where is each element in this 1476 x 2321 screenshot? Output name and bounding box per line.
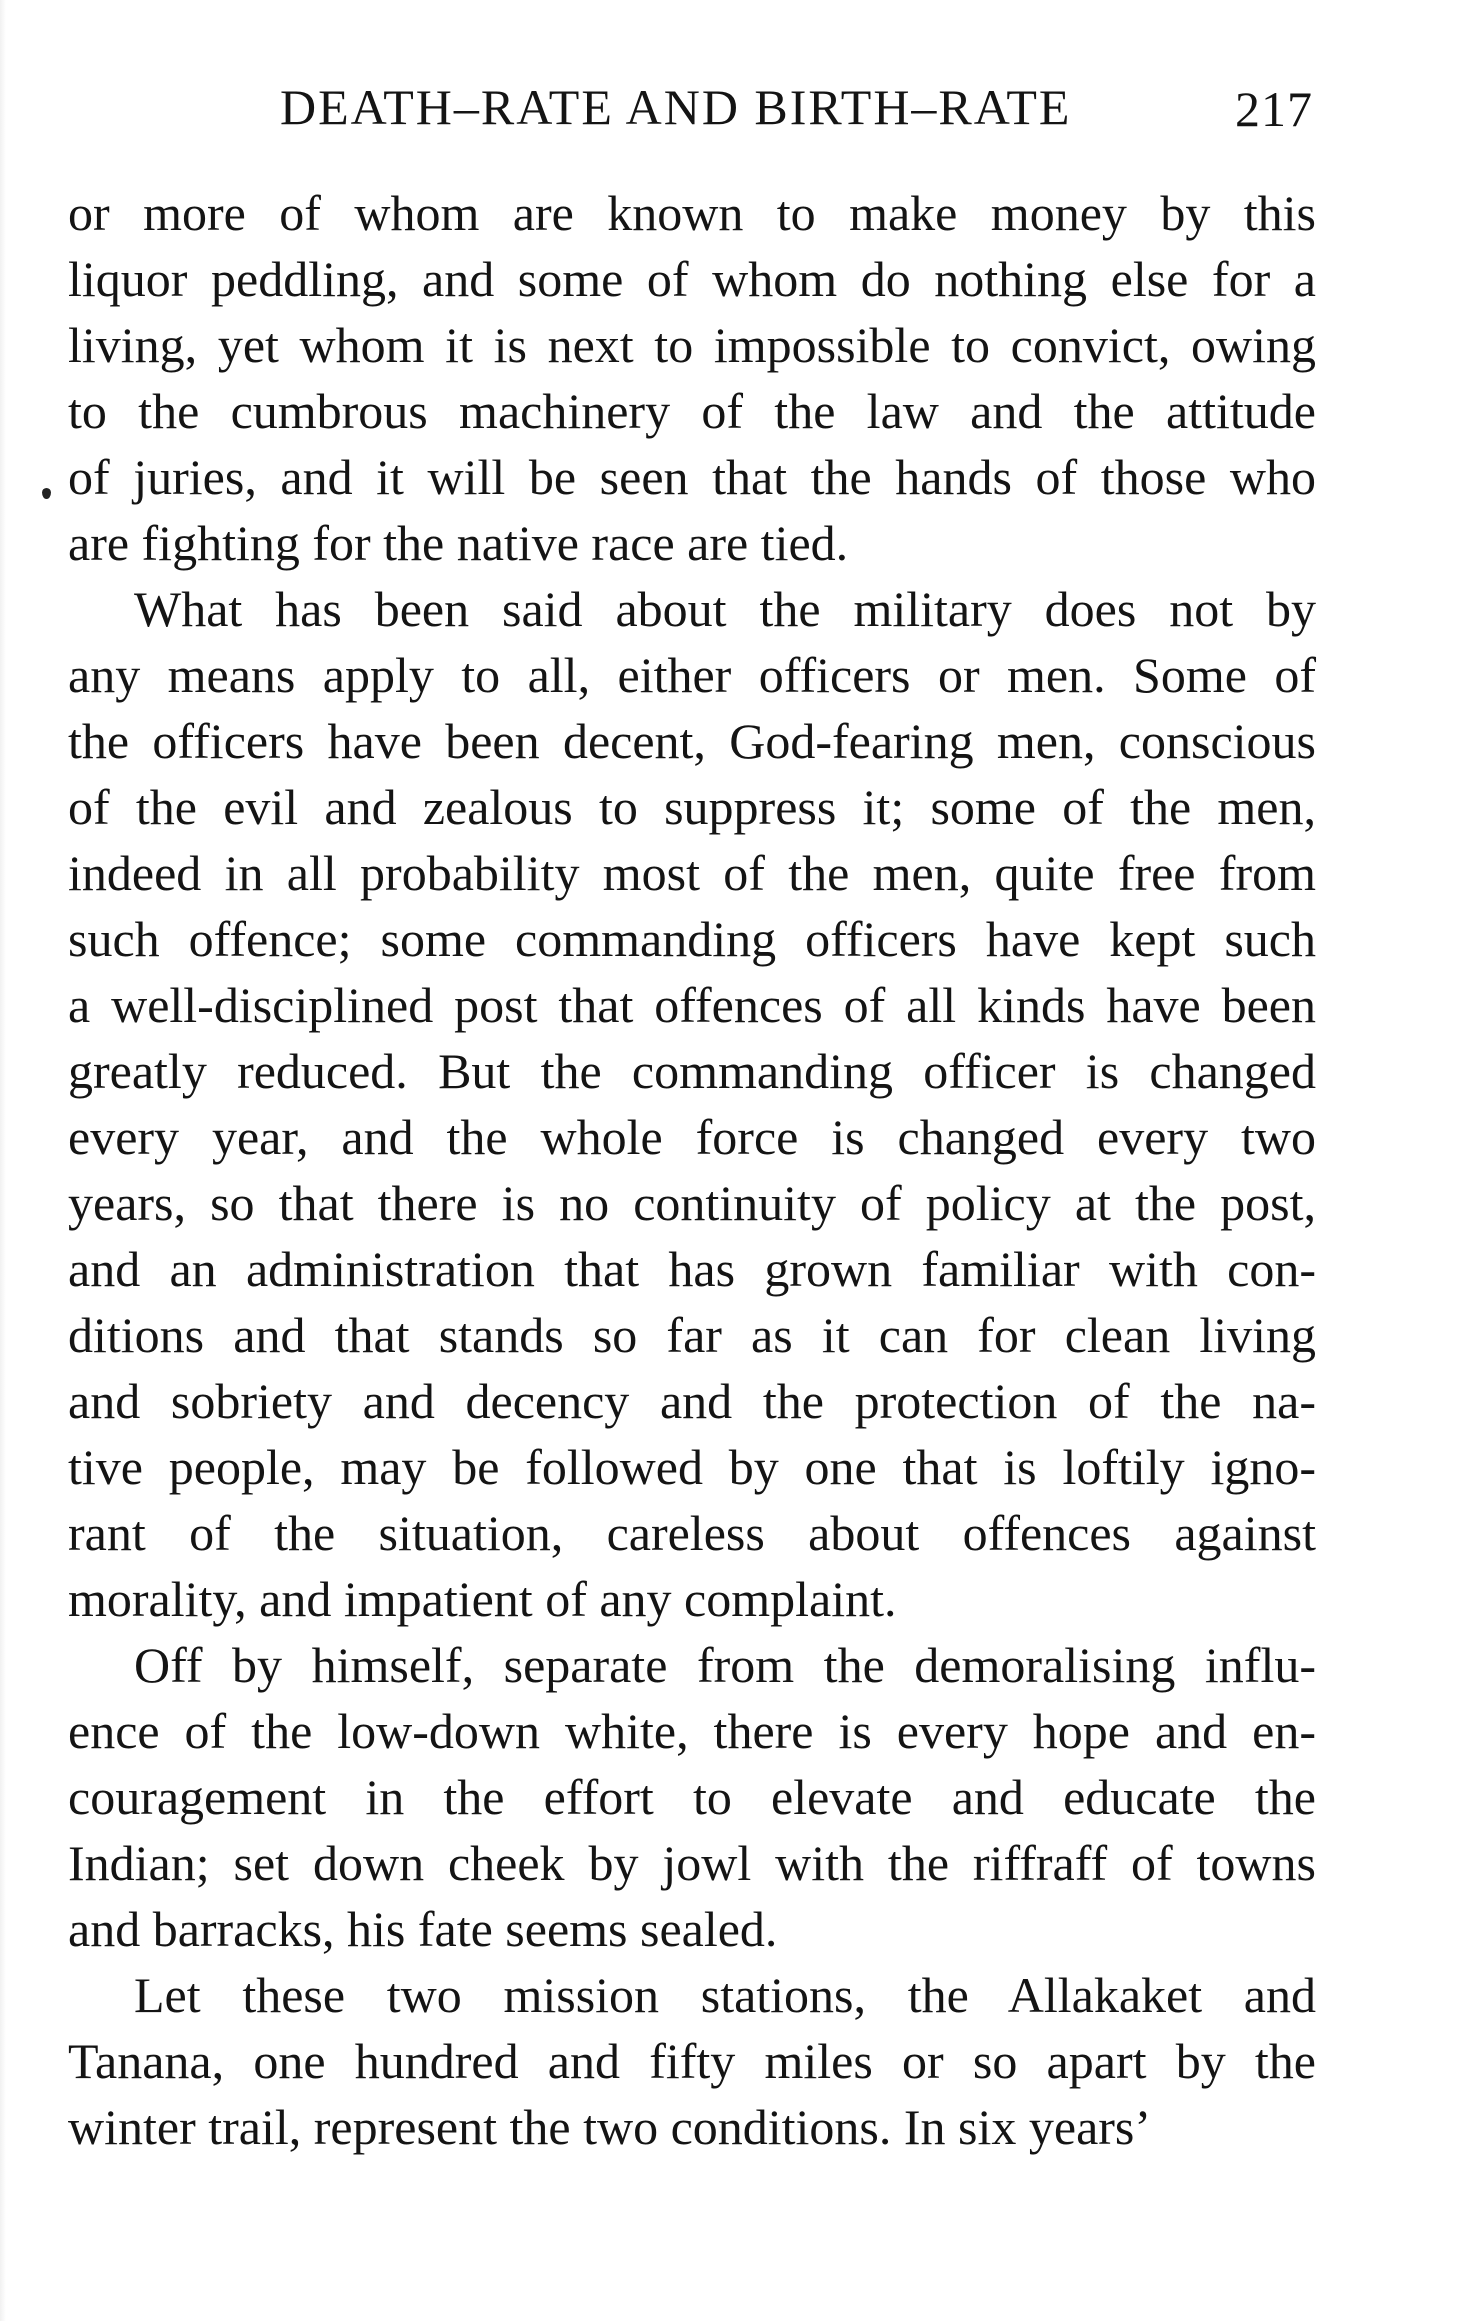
- paragraph: [68, 180, 1316, 576]
- text-line: a well-disciplined post that offences of all kinds have been: [68, 977, 1316, 1033]
- text-line: and an administration that has grown familiar with con-: [68, 1241, 1316, 1297]
- text-line: such offence; some commanding officers have kept such: [68, 911, 1316, 967]
- text-line: tive people, may be followed by one that is loftily igno-: [68, 1439, 1316, 1495]
- text-line: morality, and impatient of any complaint.: [68, 1571, 897, 1627]
- text-line: liquor peddling, and some of whom do nothing else for a: [68, 251, 1316, 307]
- text-line: to the cumbrous machinery of the law and the attitude: [68, 383, 1316, 439]
- text-line: every year, and the whole force is changed every two: [68, 1109, 1316, 1165]
- paragraph: [68, 1632, 1316, 1962]
- text-line: Off by himself, separate from the demoralising influ-: [134, 1637, 1316, 1693]
- text-line: ditions and that stands so far as it can for clean living: [68, 1307, 1316, 1363]
- text-line: the officers have been decent, God-fearing men, conscious: [68, 713, 1316, 769]
- text-line: and sobriety and decency and the protection of the na-: [68, 1373, 1316, 1429]
- running-title: DEATH–RATE AND BIRTH–RATE: [280, 79, 1072, 135]
- text-line: greatly reduced. But the commanding officer is changed: [68, 1043, 1316, 1099]
- text-line: any means apply to all, either officers or men. Some of: [68, 647, 1316, 703]
- text-line: living, yet whom it is next to impossible to convict, owing: [68, 317, 1316, 373]
- running-head: [0, 78, 1476, 138]
- text-line: Tanana, one hundred and fifty miles or so apart by the: [68, 2033, 1316, 2089]
- text-line: of the evil and zealous to suppress it; some of the men,: [68, 779, 1316, 835]
- text-line: Indian; set down cheek by jowl with the riffraff of towns: [68, 1835, 1316, 1891]
- paragraph: [68, 576, 1316, 1632]
- text-line: are fighting for the native race are tied.: [68, 515, 849, 571]
- text-line: winter trail, represent the two conditions. In six years’: [68, 2099, 1152, 2155]
- paragraph: [68, 1962, 1316, 2160]
- text-line: ence of the low-down white, there is every hope and en-: [68, 1703, 1316, 1759]
- text-line: of juries, and it will be seen that the hands of those who: [68, 449, 1316, 505]
- text-line: indeed in all probability most of the men, quite free from: [68, 845, 1316, 901]
- text-line: What has been said about the military does not by: [134, 581, 1316, 637]
- text-line: years, so that there is no continuity of policy at the post,: [68, 1175, 1316, 1231]
- page-number: 217: [1235, 81, 1313, 137]
- text-line: couragement in the effort to elevate and educate the: [68, 1769, 1316, 1825]
- stray-ink-mark: [42, 488, 51, 499]
- text-line: Let these two mission stations, the Allakaket and: [134, 1967, 1316, 2023]
- text-line: and barracks, his fate seems sealed.: [68, 1901, 778, 1957]
- text-line: or more of whom are known to make money by this: [68, 185, 1316, 241]
- text-line: rant of the situation, careless about offences against: [68, 1505, 1316, 1561]
- body-text: [68, 180, 1316, 2160]
- page-edge-shadow: [0, 0, 6, 2321]
